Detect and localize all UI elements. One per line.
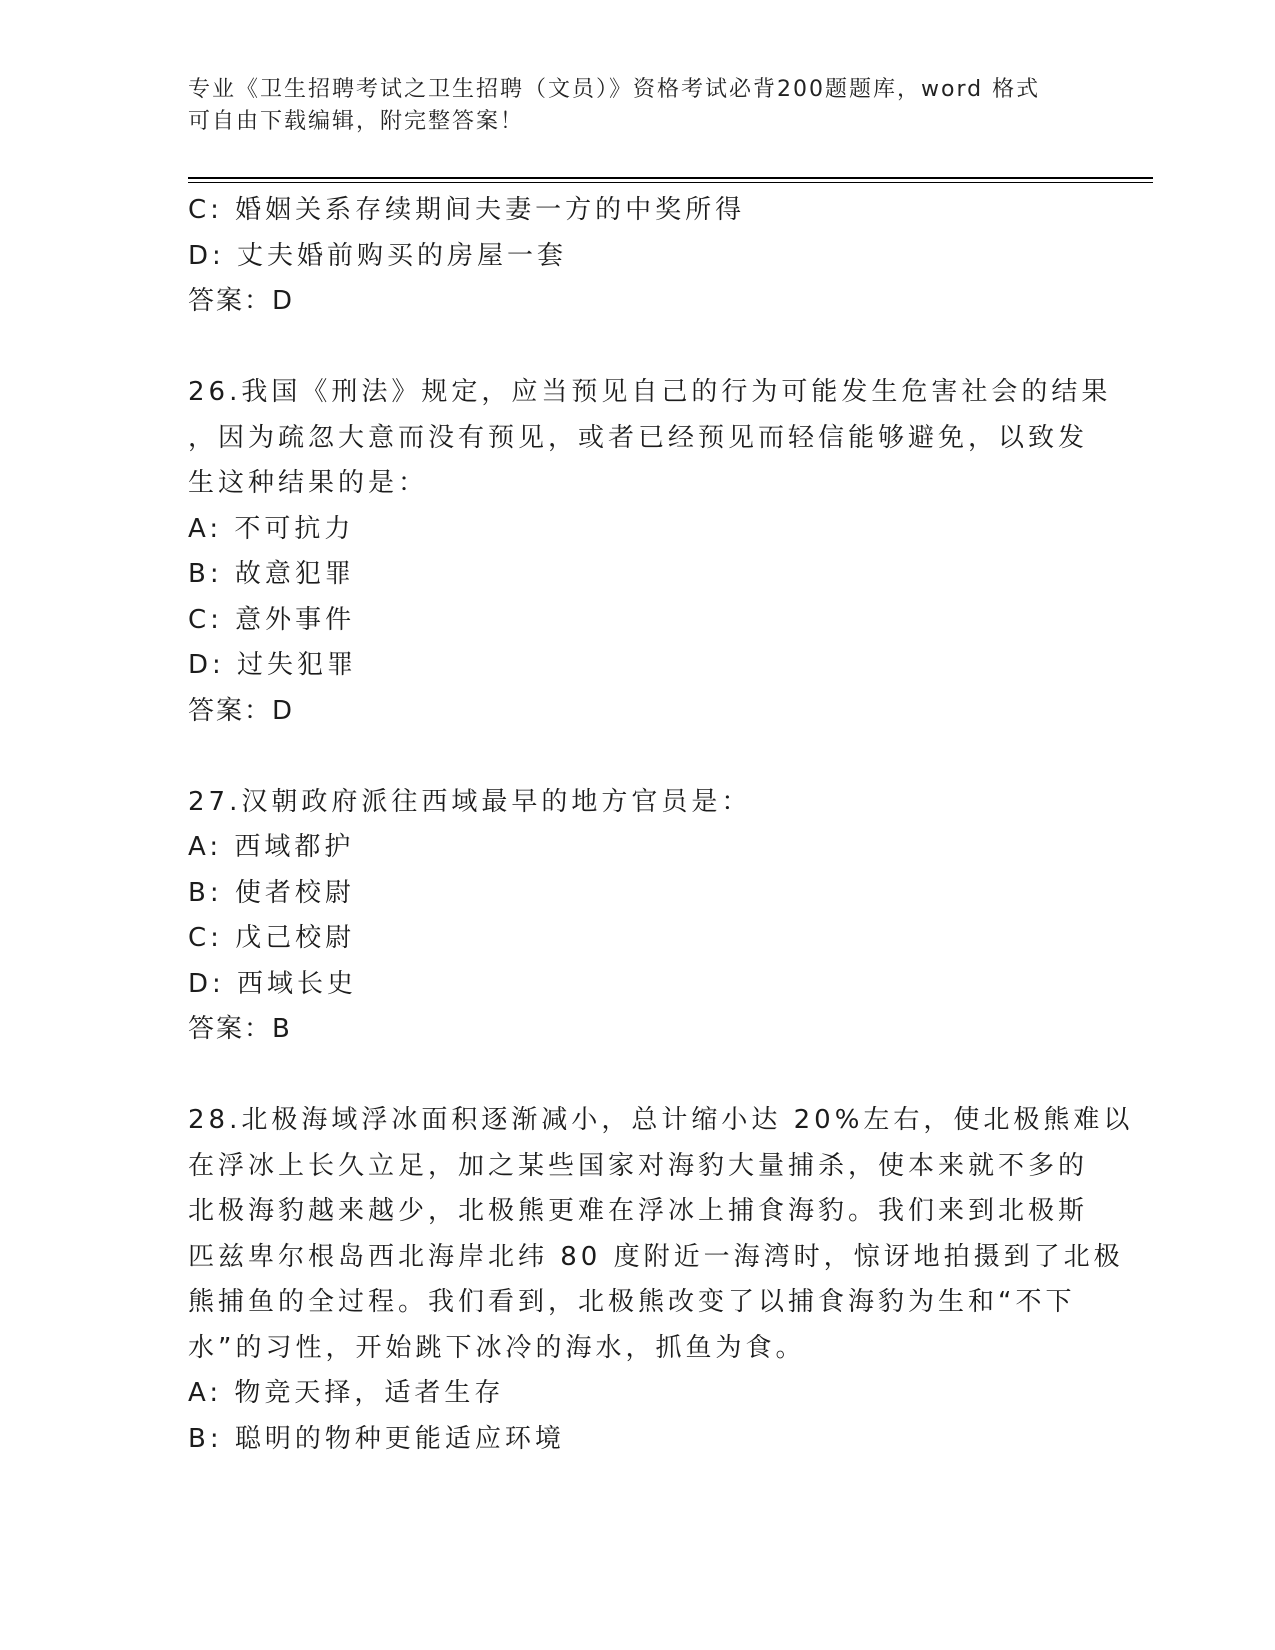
option-a: A: 不可抗力 bbox=[188, 513, 355, 544]
question-text-line: 生这种结果的是： bbox=[188, 468, 429, 498]
option-b: B: 故意犯罪 bbox=[188, 559, 355, 589]
question-text-line: 27.汉朝政府派往西域最早的地方官员是： bbox=[188, 786, 752, 817]
header-divider bbox=[188, 177, 1153, 184]
question-text-line: 26.我国《刑法》规定，应当预见自己的行为可能发生危害社会的结果 bbox=[188, 377, 1112, 407]
option-d: D: 西域长史 bbox=[188, 968, 358, 999]
question-text-line: 匹兹卑尔根岛西北海岸北纬 80 度附近一海湾时，惊讶地拍摄到了北极 bbox=[188, 1241, 1124, 1272]
question-text-line: 28.北极海域浮冰面积逐渐减小，总计缩小达 20%左右，使北极熊难以 bbox=[188, 1105, 1134, 1135]
question-26 bbox=[188, 370, 1112, 734]
answer-line: 答案：B bbox=[188, 1014, 292, 1044]
answer-line: 答案：D bbox=[188, 695, 295, 726]
option-a: A: 西域都护 bbox=[188, 832, 355, 862]
option-c: C: 婚姻关系存续期间夫妻一方的中奖所得 bbox=[188, 195, 746, 225]
answer-line: 答案：D bbox=[188, 286, 295, 316]
header-divider-thick bbox=[188, 177, 1153, 179]
question-28 bbox=[188, 1098, 1134, 1462]
option-d: D: 丈夫婚前购买的房屋一套 bbox=[188, 240, 568, 271]
question-text-line: ，因为疏忽大意而没有预见，或者已经预见而轻信能够避免，以致发 bbox=[188, 422, 1089, 453]
header-title-line-2: 可自由下载编辑，附完整答案！ bbox=[188, 109, 525, 134]
spacer bbox=[188, 734, 1068, 780]
option-c: C: 戊己校尉 bbox=[188, 923, 356, 953]
header-title-line-1: 专业《卫生招聘考试之卫生招聘（文员）》资格考试必背200题题库，word 格式 bbox=[188, 77, 1041, 102]
question-content bbox=[188, 188, 1134, 1462]
question-text-line: 北极海豹越来越少，北极熊更难在浮冰上捕食海豹。我们来到北极斯 bbox=[188, 1196, 1089, 1226]
option-c: C: 意外事件 bbox=[188, 604, 356, 635]
question-27 bbox=[188, 780, 1068, 1053]
spacer bbox=[188, 325, 1068, 371]
option-b: B: 使者校尉 bbox=[188, 877, 355, 908]
document-header bbox=[188, 74, 1068, 138]
question-text-line: 水”的习性，开始跳下冰冷的海水，抓鱼为食。 bbox=[188, 1332, 806, 1363]
question-text-line: 熊捕鱼的全过程。我们看到，北极熊改变了以捕食海豹为生和“不下 bbox=[188, 1287, 1076, 1317]
spacer bbox=[188, 1053, 1068, 1099]
question-25-tail bbox=[188, 188, 1068, 325]
question-text-line: 在浮冰上长久立足，加之某些国家对海豹大量捕杀，使本来就不多的 bbox=[188, 1150, 1089, 1181]
option-d: D: 过失犯罪 bbox=[188, 650, 358, 680]
option-b: B: 聪明的物种更能适应环境 bbox=[188, 1423, 565, 1454]
option-a: A: 物竞天择，适者生存 bbox=[188, 1378, 505, 1408]
header-divider-thin bbox=[188, 182, 1153, 183]
